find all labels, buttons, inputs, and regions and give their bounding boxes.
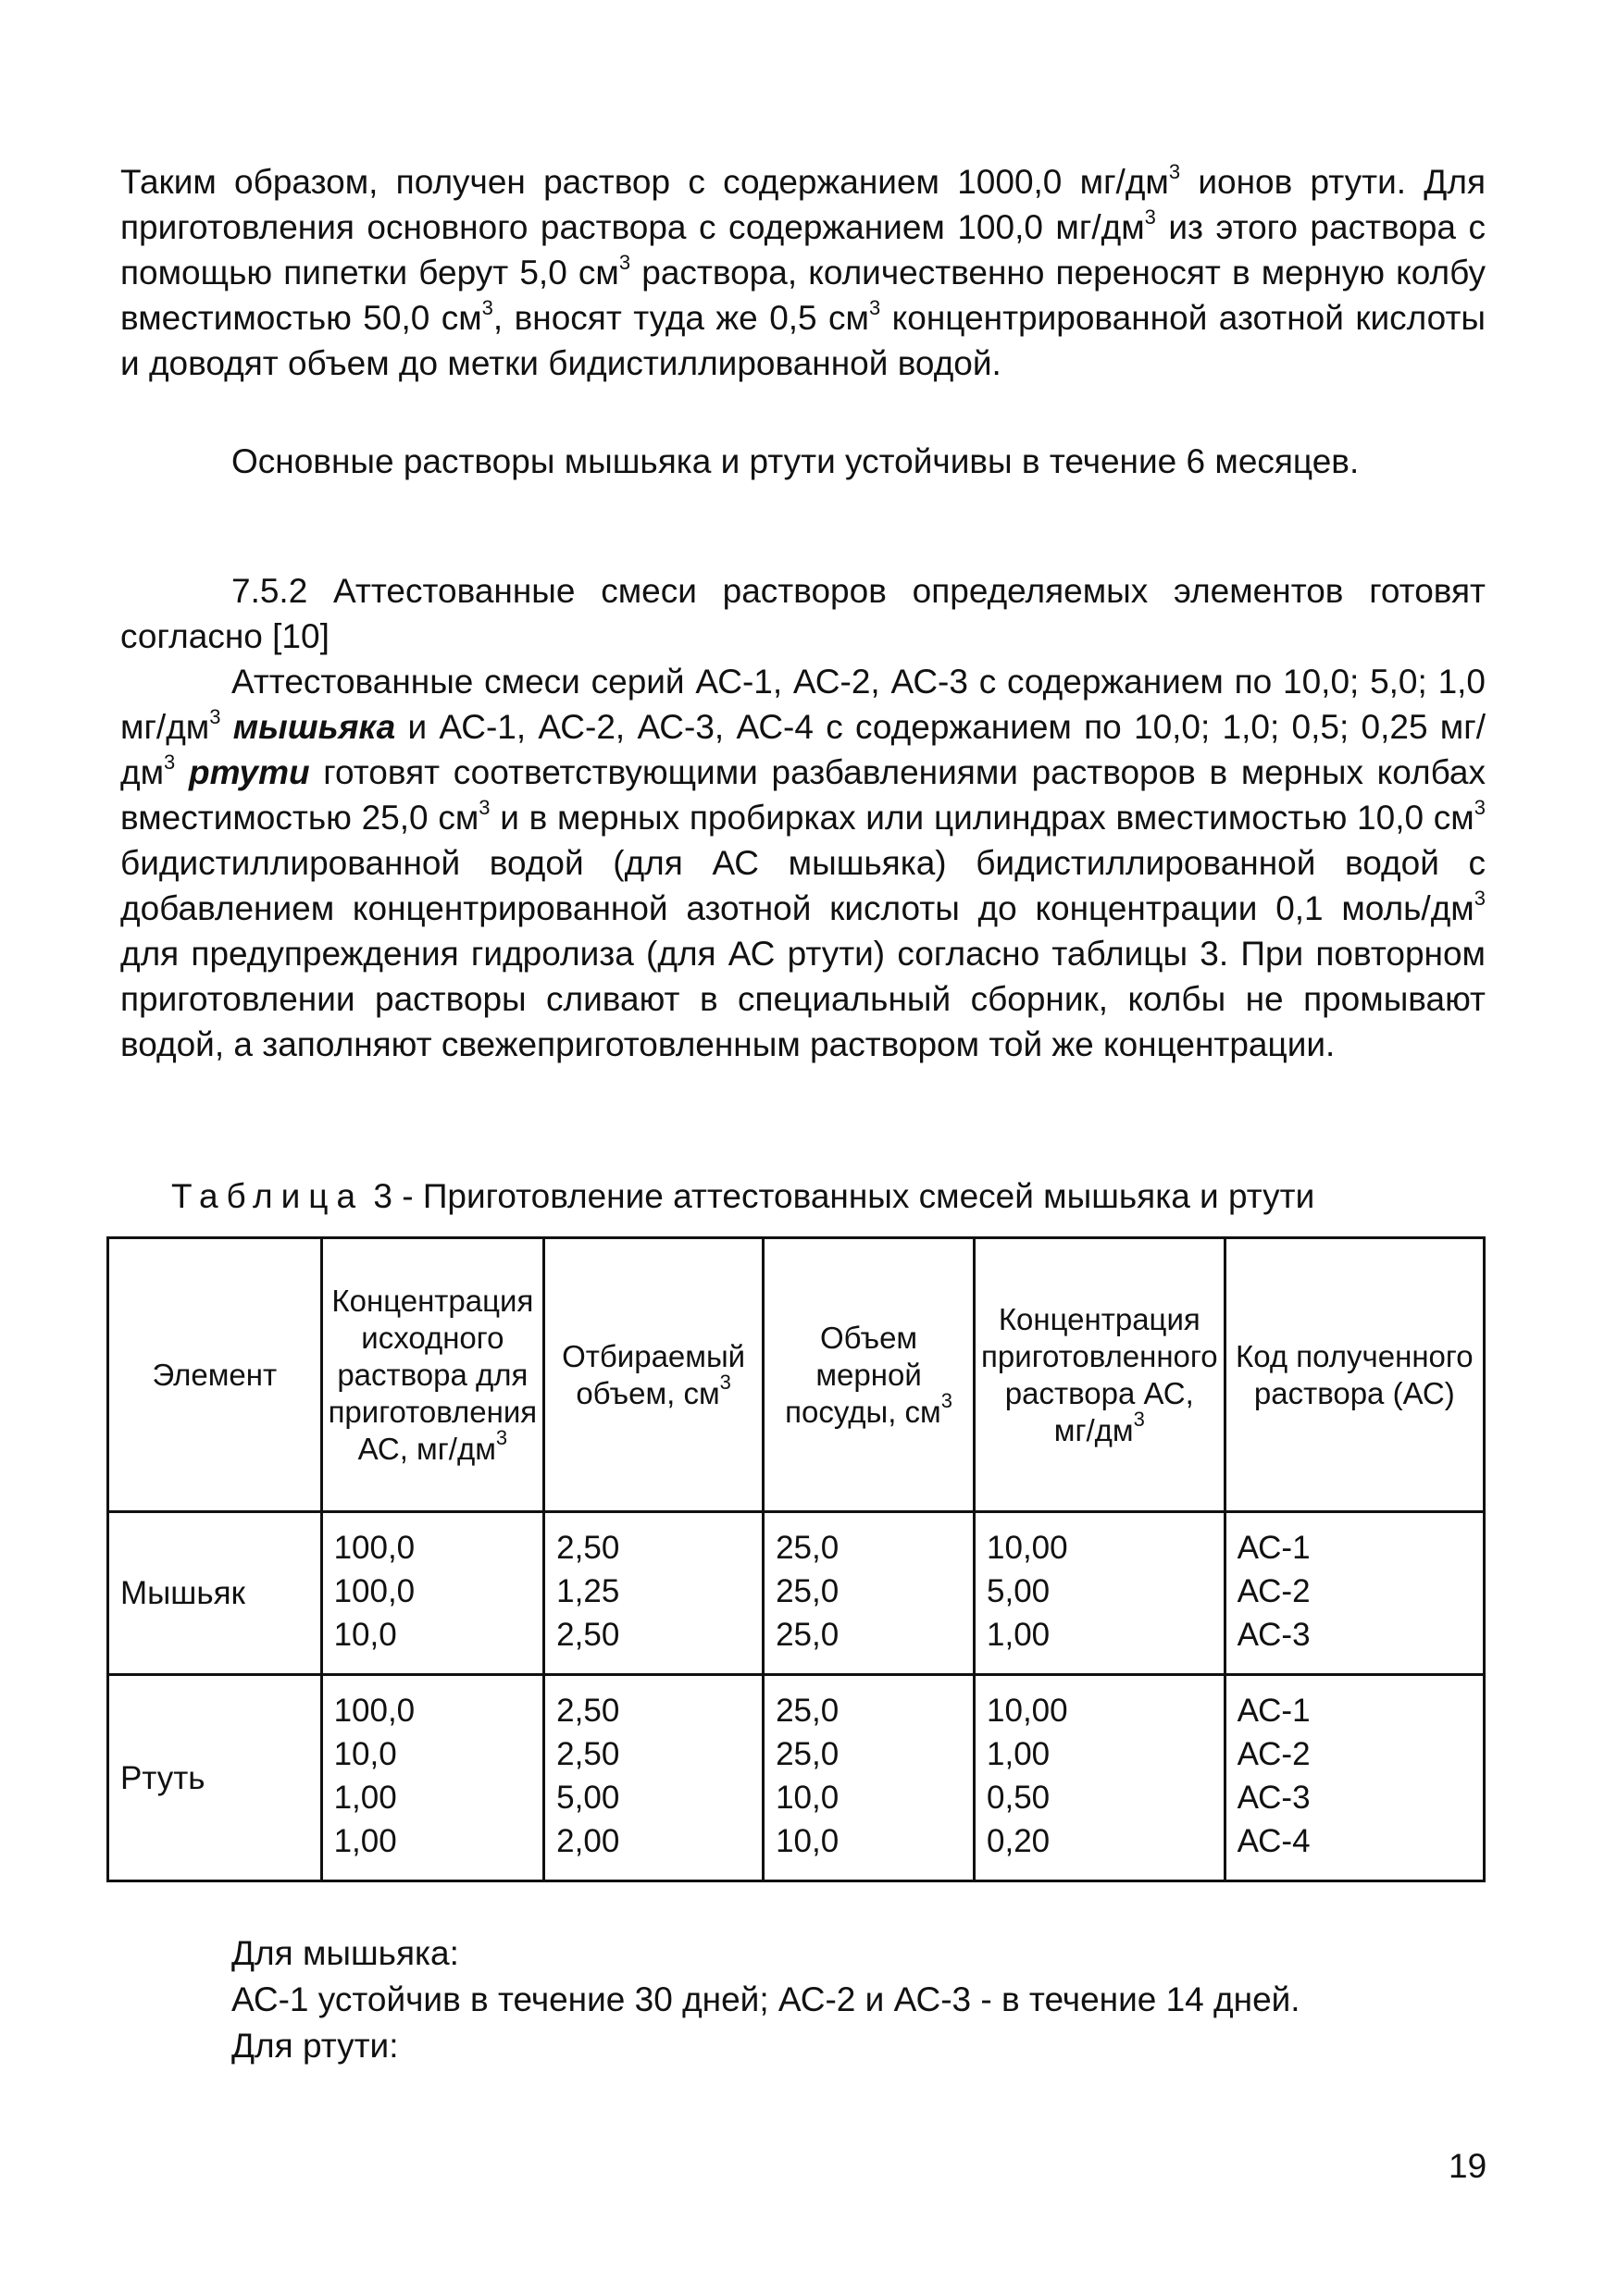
cell-value: 2,50 bbox=[556, 1617, 620, 1653]
cell-value: АС-1 bbox=[1237, 1530, 1311, 1566]
superscript: 3 bbox=[209, 705, 221, 728]
header-text: Концентрация приготовленного раствора АС, мг/дм bbox=[981, 1301, 1218, 1447]
header-vessel-volume bbox=[764, 1238, 975, 1512]
superscript: 3 bbox=[1474, 796, 1486, 819]
cell-value: 100,0 bbox=[333, 1693, 416, 1729]
paragraph-stability: Основные растворы мышьяка и ртути устойчивы в течение 6 месяцев. bbox=[231, 442, 1360, 480]
cell-value: АС-3 bbox=[1237, 1617, 1311, 1653]
header-text: Концентрация исходного раствора для приготовления АС, мг/дм bbox=[328, 1283, 538, 1466]
text: и в мерных пробирках или цилиндрах вместимостью 10,0 см bbox=[490, 799, 1474, 837]
cell-source-concentration bbox=[321, 1675, 544, 1881]
cell-element: Ртуть bbox=[108, 1675, 322, 1881]
text: раствора, количественно переносят в мерную колбу вместимостью 50,0 см bbox=[120, 254, 1486, 337]
cell-prepared-concentration bbox=[975, 1675, 1225, 1881]
text: Аттестованные смеси серий АС-1, АС-2, АС-3 с содержанием по 10,0; 5,0; 1,0 мг/дм bbox=[120, 663, 1486, 746]
cell-vessel-volume bbox=[764, 1675, 975, 1881]
superscript: 3 bbox=[1474, 887, 1486, 910]
cell-value: 10,0 bbox=[333, 1617, 397, 1653]
cell-value: 100,0 bbox=[333, 1530, 416, 1566]
superscript: 3 bbox=[1133, 1407, 1145, 1431]
header-element: Элемент bbox=[108, 1238, 322, 1512]
cell-vessel-volume bbox=[764, 1512, 975, 1675]
caption-title: 3 - Приготовление аттестованных смесей мышьяка и ртути bbox=[364, 1177, 1315, 1215]
text: , вносят туда же 0,5 см bbox=[492, 299, 869, 337]
cell-value: 25,0 bbox=[776, 1530, 840, 1566]
superscript: 3 bbox=[1144, 205, 1156, 229]
table-row-mercury bbox=[108, 1675, 1485, 1881]
cell-value: АС-2 bbox=[1237, 1573, 1311, 1609]
header-volume-taken bbox=[544, 1238, 764, 1512]
note-arsenic-text: АС-1 устойчив в течение 30 дней; АС-2 и АС-3 - в течение 14 дней. bbox=[231, 1980, 1300, 2018]
cell-value: 2,50 bbox=[556, 1736, 620, 1772]
cell-value: 100,0 bbox=[333, 1573, 416, 1609]
text: Таким образом, получен раствор с содержанием 1000,0 мг/дм bbox=[120, 163, 1169, 201]
header-code: Код полученного раствора (АС) bbox=[1225, 1238, 1484, 1512]
cell-value: 1,00 bbox=[333, 1823, 397, 1859]
page-number: 19 bbox=[1449, 2147, 1487, 2185]
stability-notes bbox=[231, 1930, 1527, 2069]
superscript: 3 bbox=[164, 751, 176, 774]
header-text: Отбираемый объем, см bbox=[562, 1338, 746, 1410]
note-arsenic-label: Для мышьяка: bbox=[231, 1934, 459, 1972]
paragraph-certified-mixtures bbox=[120, 659, 1486, 1067]
table-row-arsenic bbox=[108, 1512, 1485, 1675]
cell-value: 1,00 bbox=[333, 1780, 397, 1816]
cell-value: 1,25 bbox=[556, 1573, 620, 1609]
cell-value: 25,0 bbox=[776, 1617, 840, 1653]
cell-value: 10,0 bbox=[776, 1823, 840, 1859]
cell-value: 25,0 bbox=[776, 1693, 840, 1729]
text: бидистиллированной водой (для АС мышьяка) бидистиллированной водой с добавлением концентрированной азотной кислоты до концентрации 0,1 моль/дм bbox=[120, 844, 1486, 927]
cell-value: 0,20 bbox=[987, 1823, 1051, 1859]
text: из этого раствора с помощью пипетки берут 5,0 см bbox=[120, 208, 1486, 292]
cell-value: 1,00 bbox=[987, 1736, 1051, 1772]
cell-code bbox=[1225, 1512, 1484, 1675]
superscript: 3 bbox=[869, 296, 881, 319]
cell-value: 5,00 bbox=[987, 1573, 1051, 1609]
superscript: 3 bbox=[940, 1388, 952, 1412]
superscript: 3 bbox=[481, 296, 493, 319]
cell-source-concentration bbox=[321, 1512, 544, 1675]
cell-value: АС-1 bbox=[1237, 1693, 1311, 1729]
cell-volume-taken bbox=[544, 1675, 764, 1881]
cell-value: 5,00 bbox=[556, 1780, 620, 1816]
cell-value: АС-4 bbox=[1237, 1823, 1311, 1859]
cell-code bbox=[1225, 1675, 1484, 1881]
cell-value: 25,0 bbox=[776, 1573, 840, 1609]
text: для предупреждения гидролиза (для АС ртути) согласно таблицы 3. При повторном приготовлении растворы сливают в специальный сборник, колбы не промывают водой, а заполняют свежеприготовленным раствором той же концентрации. bbox=[120, 935, 1486, 1063]
superscript: 3 bbox=[1168, 160, 1181, 183]
text: концентрированной азотной кислоты и доводят объем до метки бидистиллированной водой. bbox=[120, 299, 1486, 382]
cell-element: Мышьяк bbox=[108, 1512, 322, 1675]
cell-value: 2,00 bbox=[556, 1823, 620, 1859]
paragraph-mercury-stock bbox=[120, 159, 1486, 386]
cell-value: 10,0 bbox=[776, 1780, 840, 1816]
cell-value: АС-2 bbox=[1237, 1736, 1311, 1772]
paragraph-section-7-5-2: 7.5.2 Аттестованные смеси растворов определяемых элементов готовят согласно [10] bbox=[120, 572, 1486, 655]
emphasis-arsenic: мышьяка bbox=[232, 708, 396, 746]
cell-value: 10,00 bbox=[987, 1693, 1068, 1729]
cell-prepared-concentration bbox=[975, 1512, 1225, 1675]
preparation-table bbox=[106, 1236, 1486, 1882]
cell-value: 2,50 bbox=[556, 1530, 620, 1566]
emphasis-mercury: ртути bbox=[188, 753, 310, 791]
cell-value: 10,00 bbox=[987, 1530, 1068, 1566]
cell-value: 25,0 bbox=[776, 1736, 840, 1772]
superscript: 3 bbox=[618, 251, 631, 274]
cell-value: 10,0 bbox=[333, 1736, 397, 1772]
cell-volume-taken bbox=[544, 1512, 764, 1675]
superscript: 3 bbox=[495, 1425, 508, 1449]
header-source-concentration bbox=[321, 1238, 544, 1512]
note-mercury-label: Для ртути: bbox=[231, 2027, 399, 2065]
cell-value: 2,50 bbox=[556, 1693, 620, 1729]
cell-value: 1,00 bbox=[987, 1617, 1051, 1653]
text: ионов ртути. Для приготовления основного раствора с содержанием 100,0 мг/дм bbox=[120, 163, 1486, 246]
superscript: 3 bbox=[719, 1370, 731, 1394]
cell-value: АС-3 bbox=[1237, 1780, 1311, 1816]
text: и АС-1, АС-2, АС-3, АС-4 с содержанием по 10,0; 1,0; 0,5; 0,25 мг/дм bbox=[120, 708, 1486, 791]
cell-value: 0,50 bbox=[987, 1780, 1051, 1816]
table-caption bbox=[171, 1173, 1486, 1219]
header-text: Объем мерной посуды, см bbox=[785, 1320, 941, 1429]
text: готовят соответствующими разбавлениями растворов в мерных колбах вместимостью 25,0 см bbox=[120, 753, 1486, 837]
superscript: 3 bbox=[479, 796, 491, 819]
header-prepared-concentration bbox=[975, 1238, 1225, 1512]
caption-label: Таблица bbox=[171, 1177, 365, 1215]
